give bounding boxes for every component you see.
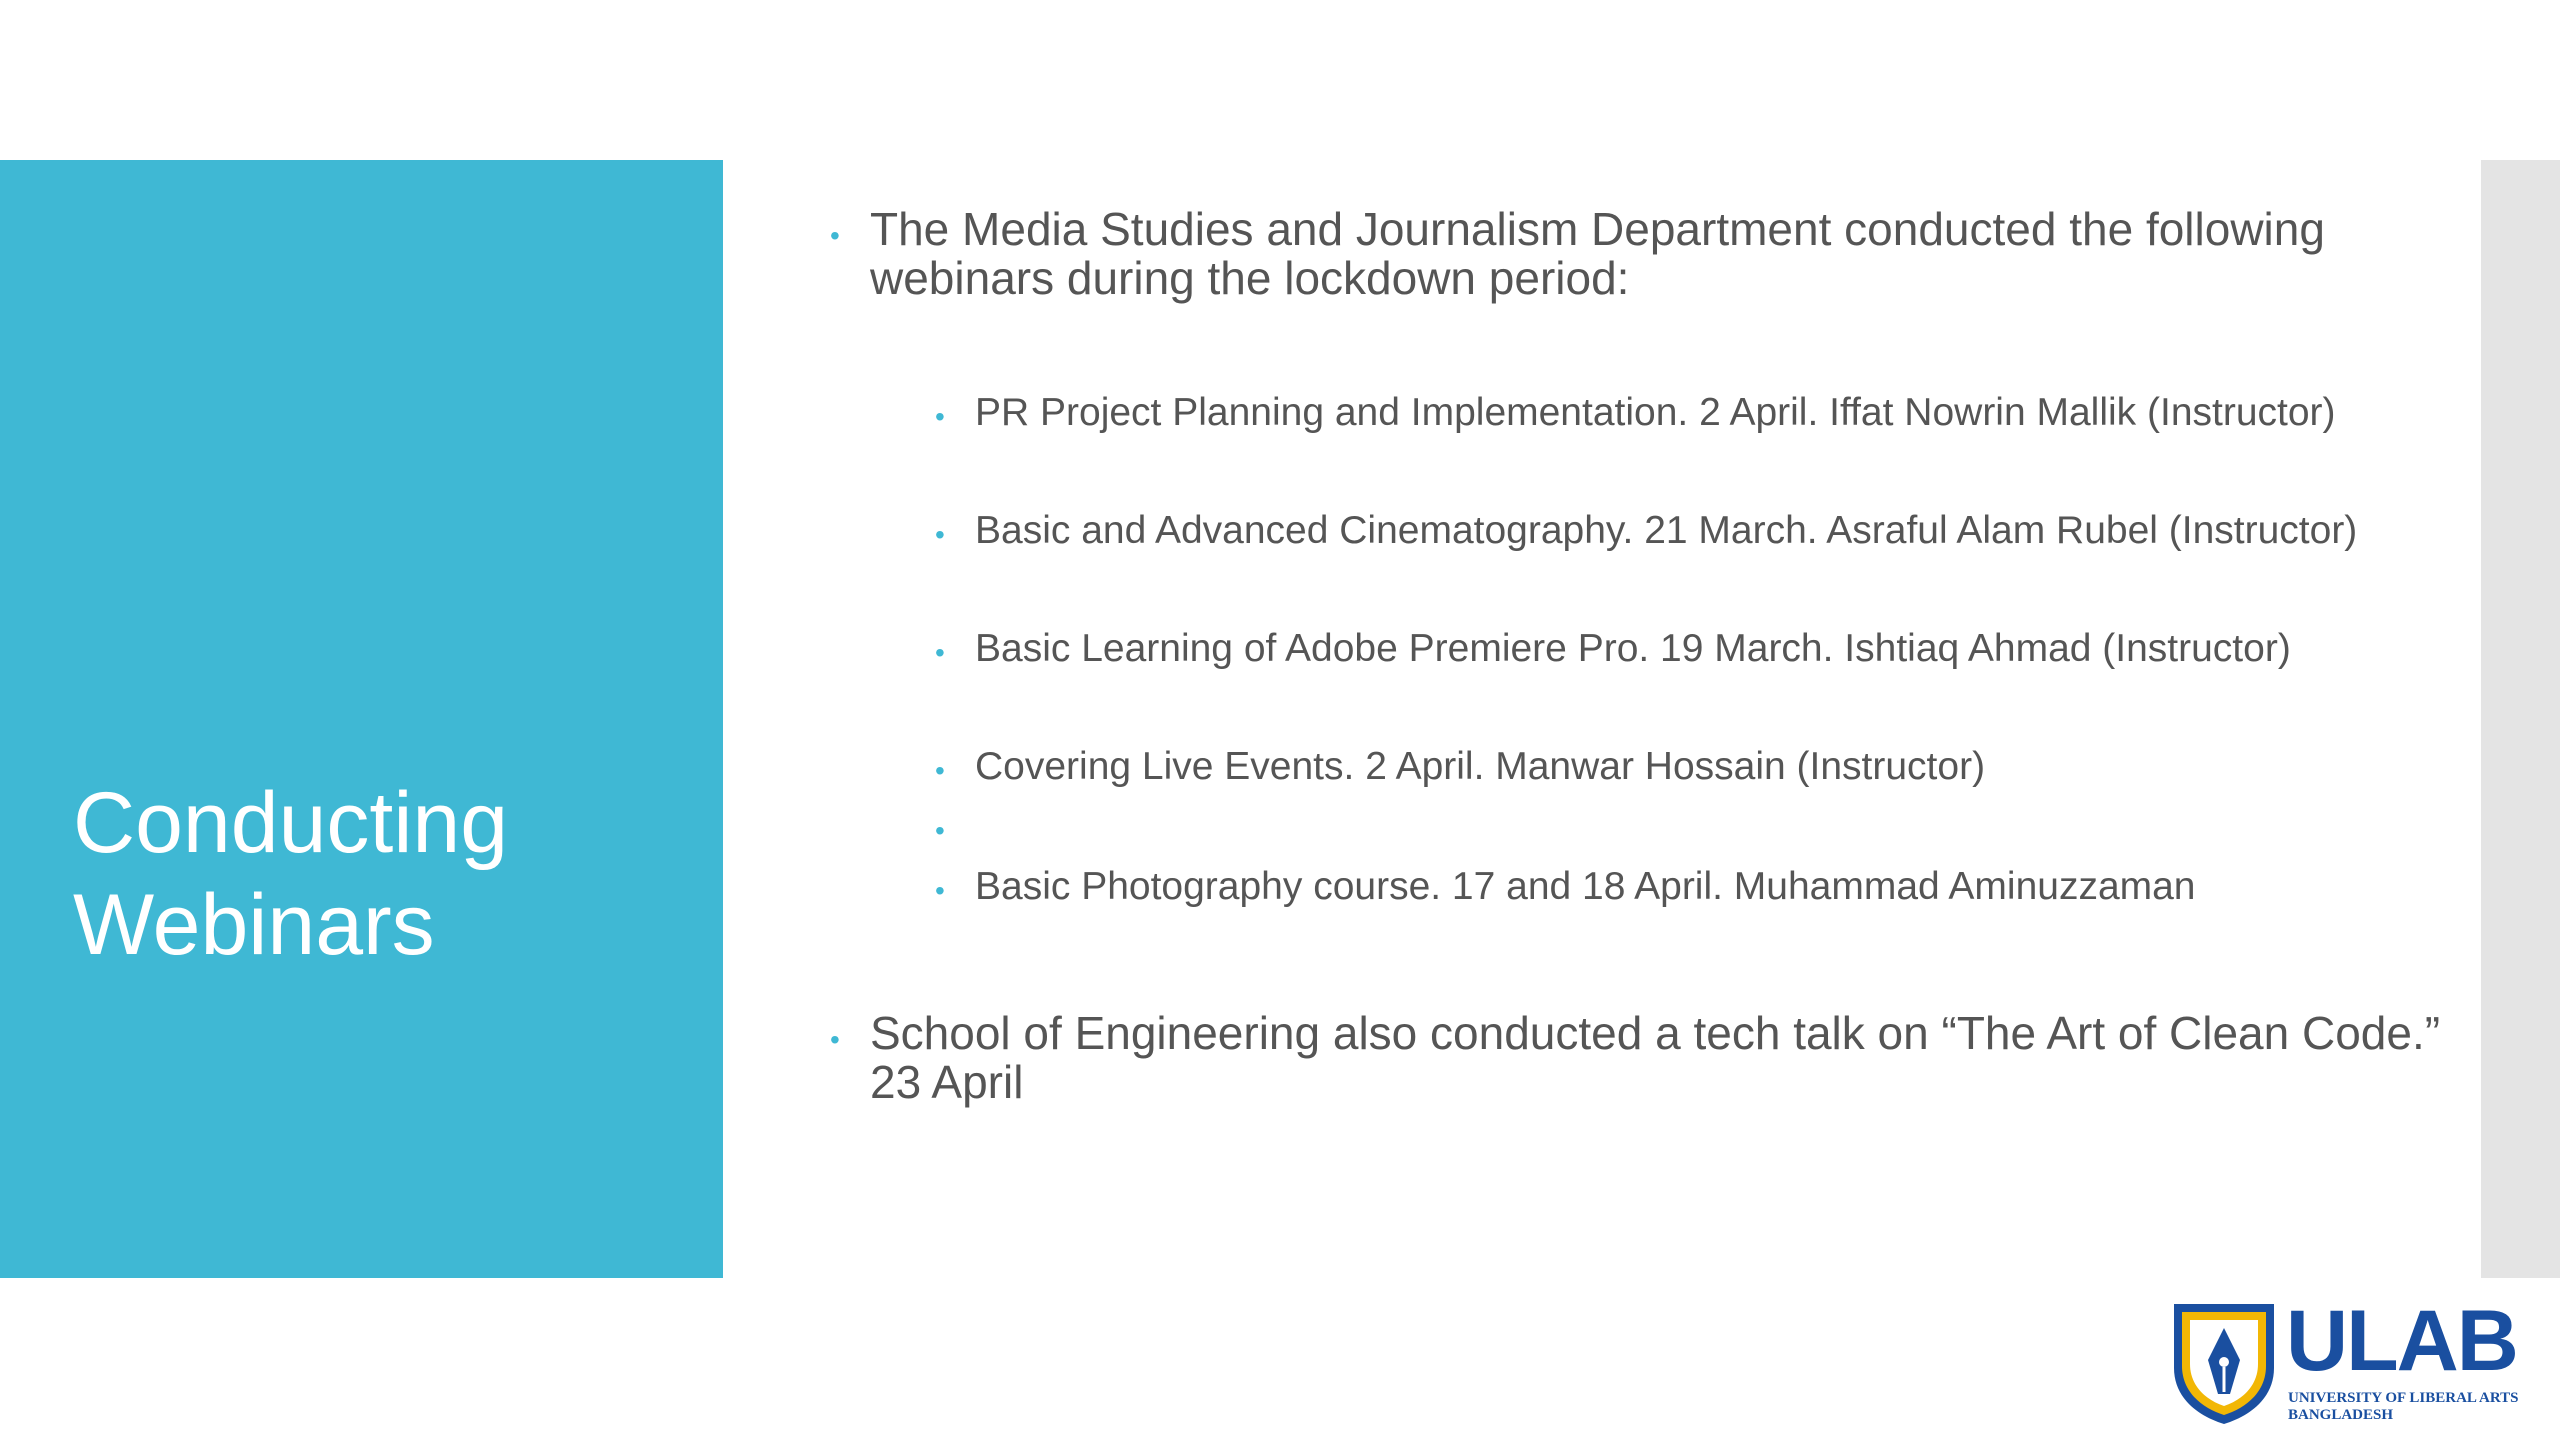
webinar-text: Basic and Advanced Cinematography. 21 March. Asraful Alam Rubel (Instructor) (975, 509, 2358, 552)
bullet-dot: • (830, 220, 840, 251)
bullet-list (830, 205, 2450, 1107)
bullet-text: The Media Studies and Journalism Department conducted the following webinars during the lockdown period: (870, 203, 2325, 304)
bullet-dot: • (830, 1024, 840, 1055)
webinar-text: PR Project Planning and Implementation. 2 April. Iffat Nowrin Mallik (Instructor) (975, 391, 2336, 434)
bullet-dot: • (935, 637, 945, 668)
slide-title-line-1: Conducting (73, 775, 509, 871)
slide-title (73, 772, 693, 976)
bullet-intro (830, 205, 2450, 303)
title-panel (0, 160, 723, 1278)
webinar-text: Covering Live Events. 2 April. Manwar Hossain (Instructor) (975, 745, 1986, 788)
webinar-text: Basic Photography course. 17 and 18 April. Muhammad Aminuzzaman (975, 865, 2196, 908)
bullet-outro (830, 1009, 2450, 1107)
bullet-dot: • (935, 401, 945, 432)
webinar-item (935, 509, 2450, 553)
webinar-item (935, 865, 2450, 909)
bullet-dot: • (935, 755, 945, 786)
logo-subtitle: UNIVERSITY OF LIBERAL ARTS BANGLADESH (2288, 1390, 2519, 1423)
webinar-item (935, 391, 2450, 435)
bullet-text: School of Engineering also conducted a tech talk on “The Art of Clean Code.” 23 April (870, 1007, 2441, 1108)
logo-wordmark: ULAB (2286, 1293, 2517, 1389)
bullet-dot: • (935, 815, 945, 846)
bullet-dot: • (935, 519, 945, 550)
webinar-item (935, 745, 2450, 789)
webinar-item (935, 627, 2450, 671)
webinar-item-empty (935, 805, 2450, 849)
ulab-logo (2168, 1293, 2520, 1428)
webinar-text: Basic Learning of Adobe Premiere Pro. 19 March. Ishtiaq Ahmad (Instructor) (975, 627, 2291, 670)
pen-nib-shield-icon (2168, 1298, 2280, 1426)
bullet-dot: • (935, 875, 945, 906)
slide-title-line-2: Webinars (73, 877, 435, 973)
decorative-strip (2481, 160, 2560, 1278)
